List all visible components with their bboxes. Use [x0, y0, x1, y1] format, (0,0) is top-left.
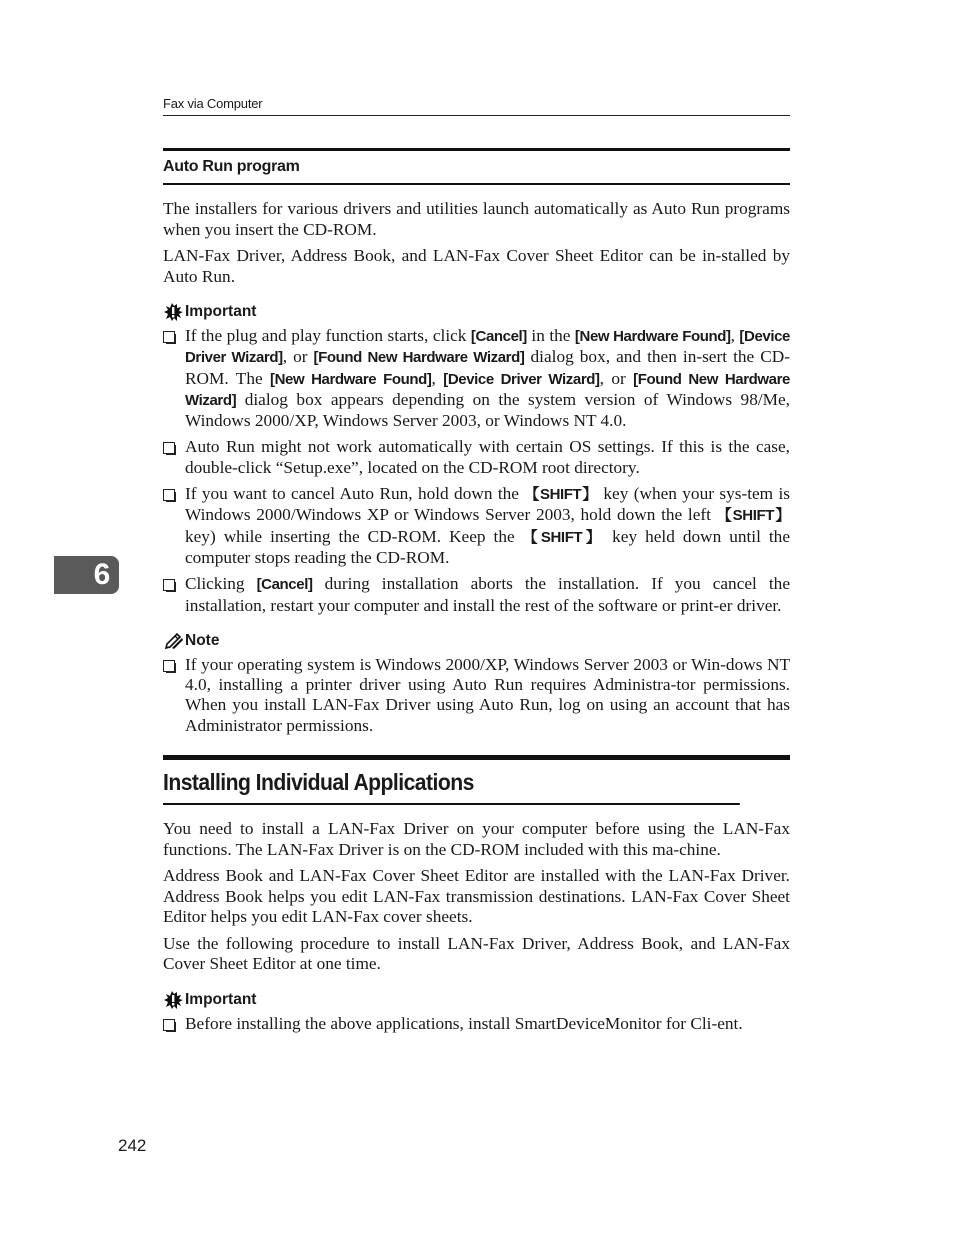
item-text: during installation aborts the installation. If you cancel the installation, restart your computer and install the rest of the software or print-er driver.	[185, 574, 790, 615]
important-label: Important	[185, 303, 257, 320]
important-callout	[163, 990, 790, 1010]
item-text: dialog box appears depending on the system version of Windows 98/Me, Windows 2000/XP, Windows Server 2003, or Windows NT 4.0.	[185, 389, 790, 431]
list-item	[163, 1014, 790, 1034]
ui-keyword: [New Hardware Found]	[574, 328, 731, 345]
important-callout	[163, 302, 790, 322]
item-text: If the plug and play function starts, click	[185, 326, 471, 345]
ui-keyword: [Found New Hardware Wizard]	[185, 370, 791, 409]
note-callout	[163, 631, 790, 651]
running-header: Fax via Computer	[163, 96, 263, 111]
page-number: 242	[118, 1136, 147, 1155]
ui-keyword: [Device Driver Wizard]	[185, 328, 790, 367]
chapter-tab	[54, 556, 119, 594]
checkbox-bullet-icon	[163, 660, 175, 672]
item-text: key (when your sys-tem is Windows 2000/Windows XP or Windows Server 2003, hold down the left	[185, 484, 791, 525]
important-label: Important	[185, 990, 257, 1008]
important-icon	[163, 990, 185, 1010]
item-text: , or	[282, 347, 314, 367]
note-list	[163, 655, 790, 736]
checkbox-bullet-icon	[163, 442, 175, 454]
checkbox-bullet-icon	[163, 331, 175, 343]
key-label: 【SHIFT】	[522, 528, 605, 546]
checkbox-bullet-icon	[163, 1019, 175, 1031]
important-icon	[163, 302, 185, 322]
section-heading-block	[163, 755, 790, 805]
ui-keyword: [New Hardware Found]	[270, 370, 432, 388]
item-text: ,	[431, 368, 444, 388]
list-item	[163, 326, 790, 431]
item-text: Auto Run might not work automatically with certain OS settings. If this is the case, double-click “Setup.exe”, located on the CD-ROM root directory.	[185, 437, 790, 477]
ui-keyword: [Cancel]	[470, 328, 527, 345]
paragraph: Use the following procedure to install LAN-Fax Driver, Address Book, and LAN-Fax Cover Sheet Editor at one time.	[163, 933, 790, 974]
ui-keyword: [Found New Hardware Wizard]	[313, 349, 525, 367]
item-text: Clicking	[185, 574, 257, 594]
item-text: key) while inserting the CD-ROM. Keep the	[185, 526, 523, 546]
chapter-number: 6	[93, 558, 111, 591]
checkbox-bullet-icon	[163, 489, 175, 501]
pencil-icon	[163, 631, 185, 651]
paragraph: Address Book and LAN-Fax Cover Sheet Editor are installed with the LAN-Fax Driver. Address Book helps you edit LAN-Fax transmission destinations. LAN-Fax Cover Sheet Editor helps you edit LAN-Fax cover sheets.	[163, 866, 790, 927]
list-item	[163, 437, 790, 478]
item-text: If your operating system is Windows 2000/XP, Windows Server 2003 or Win-dows NT 4.0, installing a printer driver using Auto Run requires Administra-tor permissions. When you install LAN-Fax Driver using Auto Run, log on using an account that has Administrator permissions.	[185, 654, 790, 735]
paragraph: The installers for various drivers and utilities launch automatically as Auto Run programs when you insert the CD-ROM.	[163, 199, 790, 239]
item-text: If you want to cancel Auto Run, hold down the	[185, 484, 525, 504]
page-content	[163, 148, 790, 1040]
important-list	[163, 326, 790, 616]
header-rule	[163, 115, 790, 116]
item-text: in the	[526, 326, 575, 345]
item-text: Before installing the above applications, install SmartDeviceMonitor for Cli-ent.	[185, 1013, 743, 1033]
list-item	[163, 655, 790, 736]
key-label: 【SHIFT】	[716, 507, 791, 525]
list-item	[163, 574, 790, 616]
list-item	[163, 484, 790, 568]
ui-keyword: [Cancel]	[256, 576, 313, 594]
paragraph: You need to install a LAN-Fax Driver on your computer before using the LAN-Fax functions. The LAN-Fax Driver is on the CD-ROM included with this ma-chine.	[163, 819, 790, 859]
key-label: 【SHIFT】	[524, 486, 599, 504]
item-text: ,	[730, 326, 740, 345]
important-list	[163, 1014, 790, 1034]
item-text: dialog box, and then in-sert the CD-ROM. The	[185, 347, 791, 388]
note-label: Note	[185, 631, 220, 649]
section-title-installing: Installing Individual Applications	[163, 760, 740, 805]
paragraph: LAN-Fax Driver, Address Book, and LAN-Fax Cover Sheet Editor can be in-stalled by Auto Run.	[163, 246, 790, 286]
item-text: , or	[599, 368, 634, 388]
item-text: key held down until the computer stops reading the CD-ROM.	[185, 526, 790, 567]
checkbox-bullet-icon	[163, 579, 175, 591]
section-title-auto-run: Auto Run program	[163, 151, 790, 185]
ui-keyword: [Device Driver Wizard]	[443, 370, 600, 388]
